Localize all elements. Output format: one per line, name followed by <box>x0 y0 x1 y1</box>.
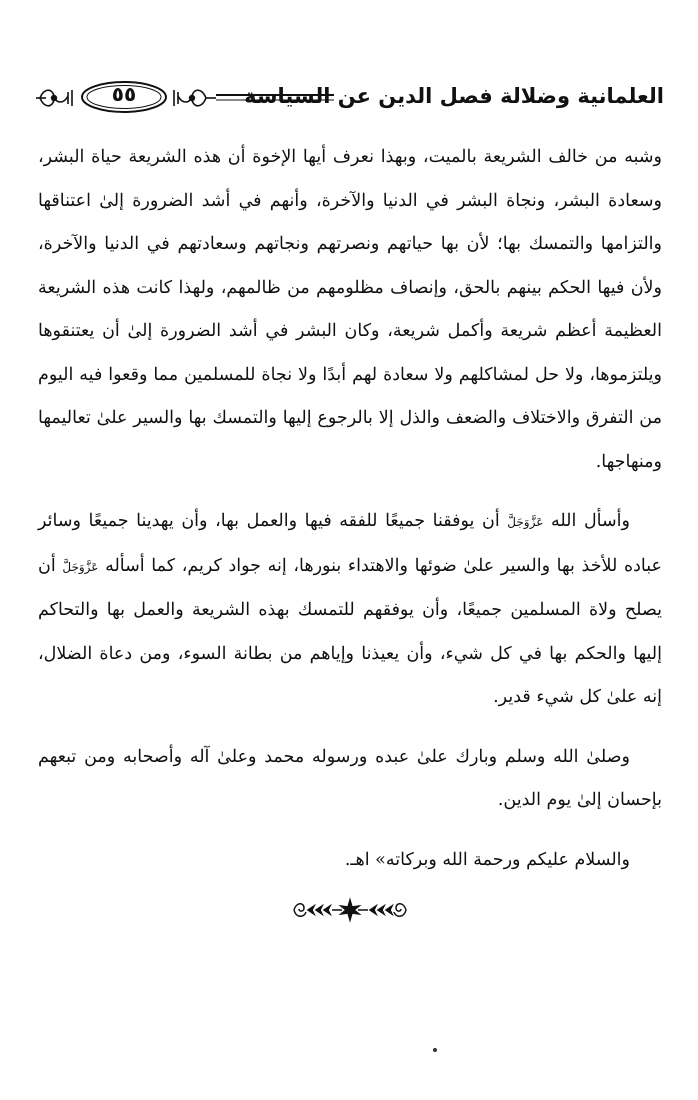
paragraph-2-part-3: أن يصلح ولاة المسلمين جميعًا، وأن يوفقهم للتمسك بهذه الشريعة والعمل بها والتحاكم إليها والحكم بها في كل شيء، وأن يعيذنا وإياهم من بطانة السوء، ومن دعاة الضلال، إنه علىٰ كل شيء قدير. <box>38 555 662 707</box>
stray-dot <box>433 1048 437 1052</box>
paragraph-1: وشبه من خالف الشريعة بالميت، وبهذا نعرف أيها الإخوة أن هذه الشريعة حياة البشر، وسعادة البشر، ونجاة البشر في الدنيا والآخرة، وأنهم في أشد الضرورة إلىٰ اعتناقها والتزامها والتمسك بها؛ لأن بها حياتهم ونصرتهم ونجاتهم وسعادتهم في الدنيا والآخرة، ولأن فيها الحكم بينهم بالحق، وإنصاف مظلومهم من ظالمهم، ولهذا كانت هذه الشريعة العظيمة أعظم شريعة وأكمل شريعة، وكان البشر في أشد الضرورة إلىٰ أن يعتنقوها ويلتزموها، ولا حل لمشاكلهم ولا سعادة لهم أبدًا ولا نجاة للمسلمين مما وقعوا فيه اليوم من التفرق والاختلاف والضعف والذل إلا بالرجوع إليها والتمسك بها والسير علىٰ تعاليمها ومنهاجها. <box>38 147 662 472</box>
running-header <box>34 78 664 124</box>
honorific-2: عَزَّوَجَلَّ <box>62 559 99 574</box>
paragraph-2-part-2: أن يوفقنا جميعًا للفقه فيها والعمل بها، وأن يهدينا جميعًا وسائر عباده للأخذ بها والسير علىٰ ضوئها والاهتداء بنورها، إنه جواد كريم، كما أسأله <box>38 511 662 576</box>
paragraph-4: والسلام عليكم ورحمة الله وبركاته» اهـ. <box>344 849 630 870</box>
header-title: العلمانية وضلالة فصل الدين عن السياسة <box>244 84 664 108</box>
floral-ornament-icon <box>34 78 334 116</box>
honorific-1: عَزَّوَجَلَّ <box>507 515 544 529</box>
floral-divider-icon <box>290 896 410 924</box>
paragraph-2 <box>38 500 662 720</box>
page-number: ٥٥ <box>111 82 137 106</box>
paragraph-3: وصلىٰ الله وسلم وبارك علىٰ عبده ورسوله محمد وعلىٰ آله وأصحابه ومن تبعهم بإحسان إلىٰ يوم الدين. <box>38 746 662 810</box>
paragraph-2-part-1: وأسأل الله <box>550 511 630 531</box>
body-text <box>38 136 662 898</box>
